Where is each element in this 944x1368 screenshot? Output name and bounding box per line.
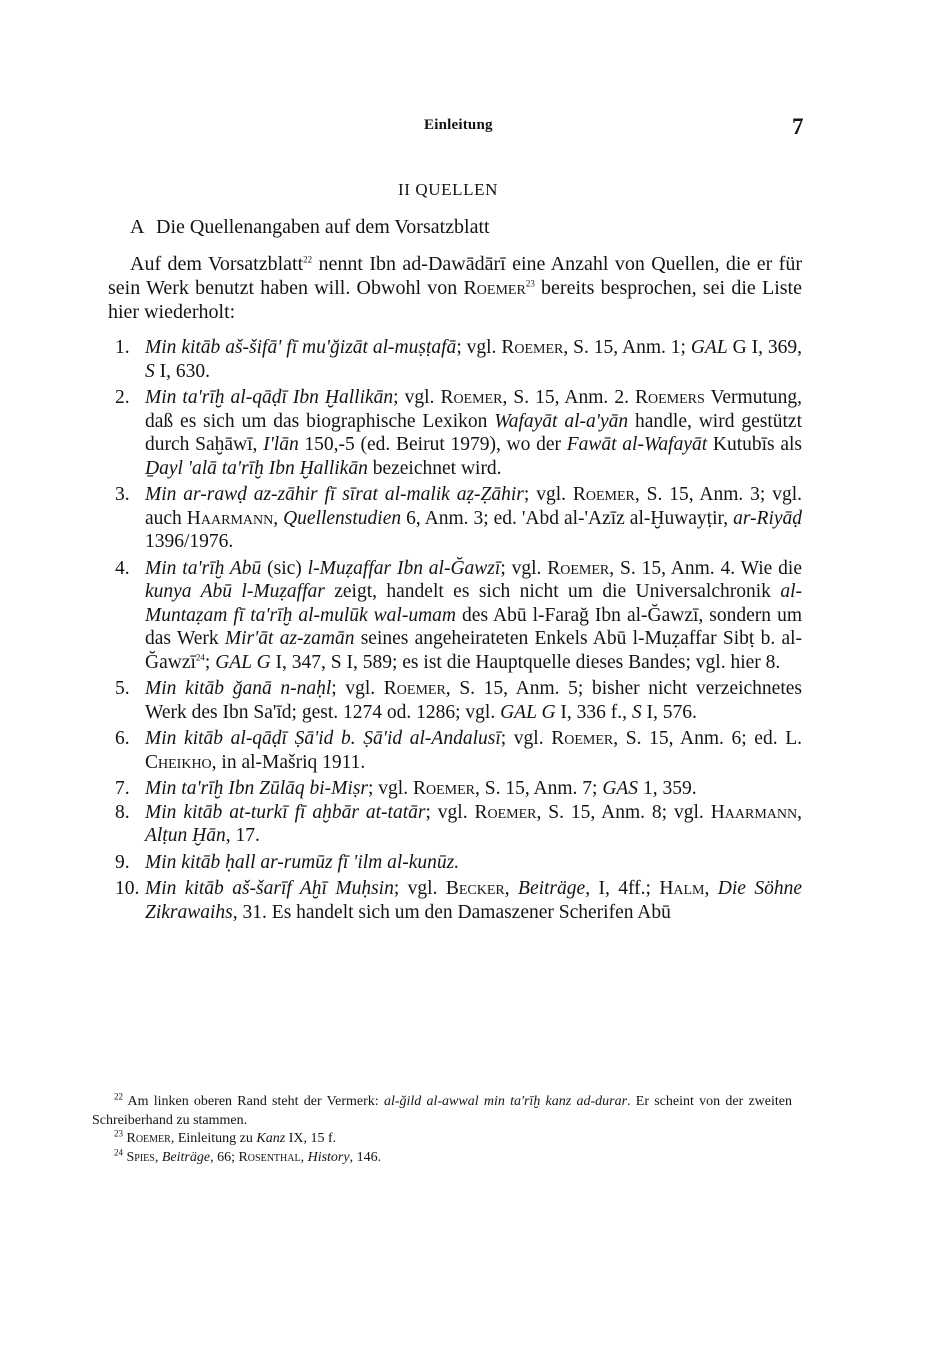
- item-text: ; vgl.: [368, 778, 413, 799]
- footnote-title: Kanz: [256, 1131, 286, 1146]
- item-text: I, 347, S I, 589; es ist die Hauptquelle dieses Bandes; vgl. hier 8.: [270, 651, 781, 673]
- item-text: , S. 15, Anm. 5; bisher nicht verzeichnetes Werk des Ibn Sa'īd; gest. 1274 od. 1286; vgl.: [145, 678, 802, 723]
- item-author: Roemer: [412, 778, 475, 799]
- footnote-text: Am linken oberen Rand steht der Vermerk:: [123, 1094, 384, 1109]
- item-author: Roemer: [501, 337, 564, 358]
- item-text: , S. 15, Anm. 6; ed. L.: [613, 728, 802, 749]
- item-title: Min ta'rīḫ al-qāḍī Ibn Ḫallikān: [145, 387, 394, 408]
- item-ref: GAS: [602, 778, 639, 799]
- list-item: [108, 483, 802, 554]
- subsection-letter: A: [130, 216, 145, 238]
- item-text: 6, Anm. 3; ed. 'Abd al-'Azīz al-Ḫuwayṭir,: [401, 507, 734, 529]
- item-text: ; vgl.: [393, 387, 441, 408]
- item-author: Roemer: [572, 484, 635, 505]
- item-text: ; vgl.: [393, 878, 446, 899]
- header-title: Einleitung: [424, 117, 493, 133]
- footnote-text: , Einleitung zu: [170, 1131, 257, 1146]
- item-text: handle, wird gestützt durch Saḫāwī,: [145, 410, 803, 455]
- intro-text-2: nennt Ibn ad-Dawādārī eine Anzahl von Quellen, die er für sein Werk benutzt haben will. Obwohl von: [108, 253, 803, 299]
- item-ref: GAL: [690, 337, 728, 358]
- item-text: Kutubīs als: [707, 434, 803, 455]
- item-text: I, 576.: [641, 701, 697, 723]
- footnote-text: , 66;: [210, 1149, 239, 1165]
- footnote-number: 24: [114, 1146, 123, 1157]
- intro-text-1: Auf dem Vorsatzblatt: [130, 253, 304, 275]
- item-text: G I, 369,: [727, 337, 802, 358]
- footnote-24: [92, 1146, 792, 1168]
- item-title: Min kitāb ḥall ar-rumūz fī 'ilm al-kunūz.: [145, 851, 460, 873]
- item-text: des Abū l-Farağ Ibn al-Ğawzī, sondern um das Werk: [145, 604, 802, 649]
- item-text: ,: [797, 801, 802, 823]
- item-title: Min kitāb aš-šarīf Aḫī Muḥsin: [145, 878, 394, 899]
- footnote-number: 23: [114, 1128, 123, 1139]
- item-title: Wafayāt al-a'yān: [494, 410, 629, 432]
- footnote-ref-22: 22: [303, 254, 313, 265]
- item-text: , S. 15, Anm. 4. Wie die: [609, 557, 802, 579]
- item-number: 9.: [115, 851, 130, 873]
- item-author: Becker: [445, 878, 505, 899]
- footnote-text: , 146.: [349, 1149, 382, 1165]
- list-item: [108, 557, 802, 675]
- item-author: Haarmann: [186, 507, 274, 529]
- item-number: 4.: [115, 557, 130, 579]
- item-author: Roemer: [383, 678, 446, 699]
- item-text: zeigt, handelt es sich nicht um die Universalchronik: [324, 581, 781, 602]
- footnote-number: 22: [114, 1091, 123, 1102]
- intro-text-3: bereits besprochen, sei die Liste hier wiederholt:: [108, 277, 802, 323]
- item-text: Vermutung, daß es sich um das biographische Lexikon: [145, 387, 802, 432]
- footnote-text: . Er scheint von der zweiten Schreiberhand zu stammen.: [92, 1094, 793, 1128]
- item-title: Beiträge: [518, 878, 586, 899]
- item-text: , 31. Es handelt sich um den Damaszener Scherifen Abū: [232, 901, 671, 923]
- item-text: , S. 15, Anm. 1;: [563, 337, 691, 358]
- item-title: I'lān: [263, 434, 299, 455]
- footnote-author: Roemer: [126, 1131, 171, 1146]
- item-number: 6.: [115, 728, 130, 749]
- item-text: (sic): [261, 557, 308, 579]
- item-text: ; vgl.: [500, 728, 552, 749]
- item-text: ,: [704, 878, 718, 899]
- list-item: [108, 727, 802, 774]
- item-title: al-Muntaẓam fī ta'rīḫ al-mulūk wal-umam: [145, 581, 802, 626]
- item-author: Cheikho: [145, 751, 212, 773]
- item-author: Roemers: [634, 387, 705, 408]
- footnote-author: Spies: [126, 1149, 155, 1165]
- item-text: seines angeheirateten Enkels Abū l-Muẓaffar Sibṭ b. al-Ğawzī: [145, 628, 803, 673]
- footnote-title: Beiträge: [161, 1149, 211, 1165]
- item-text: bezeichnet wird.: [367, 457, 502, 479]
- item-text: ,: [273, 507, 284, 529]
- footnote-23: [92, 1130, 792, 1149]
- item-text: 1, 359.: [638, 778, 697, 799]
- item-title: Alṭun Ḫān: [145, 825, 226, 846]
- item-author: Roemer: [547, 557, 610, 579]
- item-text: ; vgl.: [523, 484, 573, 505]
- item-text: I, 630.: [154, 360, 210, 382]
- item-title: Min ta'rīḫ Ibn Zūlāq bi-Miṣr: [145, 778, 369, 799]
- list-item: [108, 336, 802, 383]
- item-title: Min ta'rīḫ Abū: [145, 557, 262, 579]
- subsection-heading: [130, 216, 490, 239]
- item-text: ;: [204, 651, 216, 673]
- item-title: Min kitāb al-qāḍī Ṣā'id b. Ṣā'id al-Andalusī: [145, 728, 501, 749]
- item-text: , S. 15, Anm. 8; vgl.: [536, 801, 711, 823]
- list-item: [108, 777, 802, 801]
- source-list: [108, 336, 802, 924]
- item-title: Fawāt al-Wafayāt: [566, 434, 708, 455]
- item-text: ; vgl.: [331, 678, 384, 699]
- footnote-ref-23: 23: [525, 278, 535, 289]
- list-item: [108, 386, 802, 480]
- item-text: , S. 15, Anm. 3; vgl. auch: [145, 484, 802, 529]
- item-title: Min kitāb at-turkī fī aḫbār at-tatār: [145, 801, 426, 823]
- list-item: [108, 851, 802, 875]
- item-number: 8.: [115, 801, 130, 823]
- footnote-text: ,: [154, 1149, 162, 1165]
- subsection-title: Die Quellenangaben auf dem Vorsatzblatt: [156, 216, 490, 238]
- footnote-quote: al-ğild al-awwal min ta'rīḫ kanz ad-durar: [383, 1094, 628, 1109]
- item-author: Halm: [659, 878, 705, 899]
- item-ref: GAL G: [500, 701, 556, 723]
- intro-paragraph: [108, 252, 802, 324]
- item-number: 2.: [115, 387, 130, 408]
- section-title: II QUELLEN: [398, 180, 498, 199]
- item-title: Quellenstudien: [283, 507, 402, 529]
- item-text: ; vgl.: [500, 557, 548, 579]
- item-author: Haarmann: [710, 801, 798, 823]
- list-item: [108, 877, 802, 924]
- item-ref: S: [145, 360, 155, 382]
- item-text: 1396/1976.: [145, 531, 234, 552]
- item-title: l-Muẓaffar Ibn al-Ğawzī: [307, 557, 501, 579]
- item-title: ar-Riyāḍ: [733, 507, 803, 529]
- footnote-text: ,: [300, 1149, 308, 1165]
- footnote-author: Rosenthal: [238, 1149, 301, 1165]
- item-text: 150,-5 (ed. Beirut 1979), wo der: [298, 434, 567, 455]
- item-number: 3.: [115, 484, 130, 505]
- item-title: Mir'āt az-zamān: [224, 628, 355, 649]
- item-text: ; vgl.: [456, 337, 502, 358]
- footnote-title: History: [307, 1149, 350, 1165]
- item-text: , I, 4ff.;: [585, 878, 660, 899]
- item-title: Ḏayl 'alā ta'rīḫ Ibn Ḫallikān: [145, 457, 368, 479]
- item-number: 7.: [115, 778, 130, 799]
- item-author: Roemer: [440, 387, 503, 408]
- item-number: 1.: [115, 337, 130, 358]
- footnotes: [92, 1093, 792, 1167]
- list-item: [108, 677, 802, 724]
- item-author: Roemer: [551, 728, 614, 749]
- item-text: , in al-Mašriq 1911.: [211, 751, 366, 773]
- item-title: Min ar-rawḍ az-zāhir fī sīrat al-malik aẓ-Ẓāhir: [145, 484, 524, 505]
- item-text: , S. 15, Anm. 2.: [502, 387, 635, 408]
- item-title: Min kitāb ğanā n-naḥl: [145, 678, 332, 699]
- item-text: , S. 15, Anm. 7;: [475, 778, 603, 799]
- item-title: Die Söhne Zikrawaihs: [145, 878, 803, 923]
- item-text: ; vgl.: [425, 801, 475, 823]
- author-roemer: Roemer: [463, 277, 526, 299]
- item-title: kunya Abū l-Muẓaffar: [145, 581, 325, 602]
- list-item: [108, 801, 802, 848]
- footnote-22: [92, 1093, 792, 1130]
- item-ref: S: [631, 701, 642, 723]
- item-title: Min kitāb aš-šifā' fī mu'ğizāt al-muṣṭafā: [145, 337, 457, 358]
- page-number: 7: [792, 114, 804, 139]
- item-number: 10.: [115, 878, 140, 899]
- item-text: ,: [504, 878, 519, 899]
- footnote-text: IX, 15 f.: [285, 1131, 337, 1146]
- item-text: , 17.: [225, 825, 260, 846]
- item-author: Roemer: [474, 801, 537, 823]
- footnote-ref-24: 24: [195, 652, 205, 662]
- item-ref: GAL G: [215, 651, 271, 673]
- item-number: 5.: [115, 678, 130, 699]
- item-text: I, 336 f.,: [555, 701, 632, 723]
